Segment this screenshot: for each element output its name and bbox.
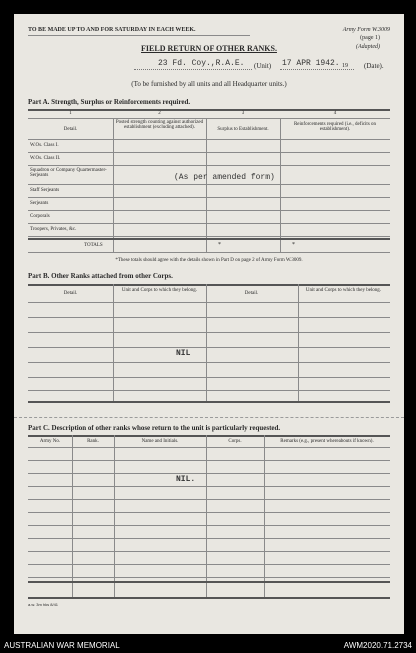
print-ref: a.w. 3m hks 8/41 (28, 602, 59, 607)
part-c-nil: NIL. (176, 475, 196, 484)
part-c-heading: Part C. Description of other ranks whose return to the unit is particularly requested. (28, 424, 281, 432)
row-cqms: Squadron or Company Quartermaster-Serjeants (30, 168, 107, 178)
row-corporals: Corporals (30, 214, 50, 219)
row-wo-class-2: W.Os. Class II. (30, 156, 61, 161)
col-header-reinforcements: Reinforcements required (i.e., deficits on establishment). (293, 122, 377, 132)
date-value: 17 APR 1942. (282, 59, 340, 68)
form-id: Army Form W.3009 (342, 27, 390, 33)
amended-note: (As per amended form) (174, 173, 275, 182)
part-c-col-corps: Corps. (228, 439, 242, 444)
row-troopers: Troopers, Privates, &c. (30, 227, 77, 232)
footer-institution: AUSTRALIAN WAR MEMORIAL (4, 641, 120, 650)
date-label: (Date). (364, 62, 384, 70)
row-serjeants: Serjeants (30, 201, 49, 206)
date-year-prefix: 19 (342, 63, 348, 69)
totals-mark-reinforcements: * (292, 242, 295, 248)
totals-mark-surplus: * (218, 242, 221, 248)
form-page (14, 14, 404, 634)
unit-label: (Unit) (254, 62, 272, 70)
part-c-col-remarks: Remarks (e.g., present whereabouts if known). (280, 439, 374, 444)
col-header-posted: Posted strength counting against authorized establishment (excluding attached). (115, 120, 204, 130)
adapted-label: (Adapted) (356, 44, 380, 50)
part-b-col-detail-2: Detail. (244, 291, 259, 296)
footer-accession: AWM2020.71.2734 (343, 641, 412, 650)
part-b-col-unit-2: Unit and Corps to which they belong. (305, 288, 382, 293)
part-c-col-army-no: Army No. (39, 439, 61, 444)
part-b-col-unit-1: Unit and Corps to which they belong. (121, 288, 198, 293)
col-num-4: 4 (333, 111, 337, 116)
col-header-surplus: Surplus to Establishment. (217, 127, 269, 132)
col-header-detail: Detail. (63, 127, 78, 132)
part-b-heading: Part B. Other Ranks attached from other Corps. (28, 272, 173, 280)
archive-footer (0, 638, 416, 653)
instruction-line: TO BE MADE UP TO AND FOR SATURDAY IN EACH WEEK. (28, 27, 196, 33)
totals-footnote: *These totals should agree with the details shown in Part D on page 2 of Army Form W.3009. (115, 258, 303, 263)
form-title: FIELD RETURN OF OTHER RANKS. (141, 44, 277, 53)
col-num-3: 3 (241, 111, 245, 116)
col-num-2: 2 (158, 111, 161, 116)
part-b-nil: NIL (176, 349, 191, 358)
row-wo-class-1: W.Os. Class I. (30, 143, 59, 148)
row-staff-serjeants: Staff Serjeants (30, 188, 60, 193)
part-a-heading: Part A. Strength, Surplus or Reinforcements required. (28, 98, 191, 106)
unit-value: 23 Fd. Coy.,R.A.E. (158, 59, 245, 68)
furnished-note: (To be furnished by all units and all Headquarter units.) (131, 80, 287, 88)
part-b-col-detail-1: Detail. (63, 291, 78, 296)
part-c-col-name: Name and Initials. (141, 439, 179, 444)
page-ref: (page 1) (360, 35, 380, 41)
totals-label: TOTALS (84, 243, 103, 248)
col-num-1: 1 (69, 111, 72, 116)
part-c-col-rank: Rank. (87, 439, 99, 444)
